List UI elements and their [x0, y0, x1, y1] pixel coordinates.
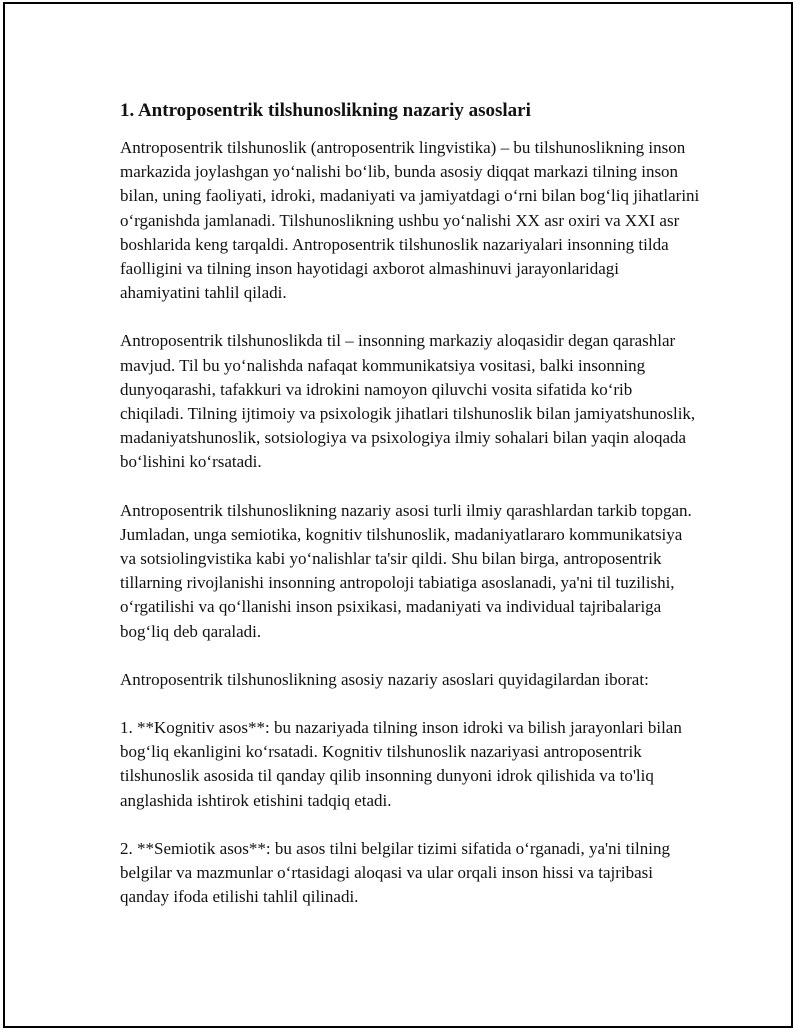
- paragraph-intro: Antroposentrik tilshunoslik (antroposentrik lingvistika) – bu tilshunoslikning inson markazida joylashgan yo‘nalishi bo‘lib, bunda asosiy diqqat markazi tilning inson bilan, uning faoliyati, idroki, madaniyati va jamiyatdagi o‘rni bilan bog‘liq jihatlarini o‘rganishda jamlanadi. Tilshunoslikning ushbu yo‘nalishi XX asr oxiri va XXI asr boshlarida keng tarqaldi. Antroposentrik tilshunoslik nazariyalari insonning tilda faolligini va tilning inson hayotidagi axborot almashinuvi jarayonlaridagi ahamiyatini tahlil qiladi.: [120, 138, 700, 303]
- paragraph-theoretical-basis: Antroposentrik tilshunoslikning nazariy asosi turli ilmiy qarashlardan tarkib topgan. Jumladan, unga semiotika, kognitiv tilshunoslik, madaniyatlararo kommunikatsiya va sotsiolingvistika kabi yo‘nalishlar ta'sir qildi. Shu bilan birga, antroposentrik tillarning rivojlanishi insonning antropoloji tabiatiga asoslanadi, ya'ni til tuzilishi, o‘rgatilishi va qo‘llanishi inson psixikasi, madaniyati va individual tajribalariga bog‘liq deb qaraladi.: [120, 500, 692, 641]
- section-heading: 1. Antroposentrik tilshunoslikning nazariy asoslari: [120, 100, 531, 121]
- document-page: [3, 2, 793, 1028]
- list-item-cognitive: 1. **Kognitiv asos**: bu nazariyada tilning inson idroki va bilish jarayonlari bilan bog‘liq ekanligini ko‘rsatadi. Kognitiv tilshunoslik nazariyasi antroposentrik tilshunoslik asosida til qanday qilib insonning dunyoni idrok qilishida va to'liq anglashida ishtirok etishini tadqiq etadi.: [120, 718, 682, 810]
- paragraph-list-intro: Antroposentrik tilshunoslikning asosiy nazariy asoslari quyidagilardan iborat:: [120, 669, 649, 689]
- paragraph-language-role: Antroposentrik tilshunoslikda til – insonning markaziy aloqasidir degan qarashlar mavjud. Til bu yo‘nalishda nafaqat kommunikatsiya vositasi, balki insonning dunyoqarashi, tafakkuri va idrokini namoyon qiluvchi vosita sifatida ko‘rib chiqiladi. Tilning ijtimoiy va psixologik jihatlari tilshunoslik bilan jamiyatshunoslik, madaniyatshunoslik, sotsiologiya va psixologiya ilmiy sohalari bilan yaqin aloqada bo‘lishini ko‘rsatadi.: [120, 331, 696, 472]
- document-body: [120, 96, 700, 933]
- list-item-semiotic: 2. **Semiotik asos**: bu asos tilni belgilar tizimi sifatida o‘rganadi, ya'ni tilning belgilar va mazmunlar o‘rtasidagi aloqasi va ular orqali inson hissi va tajribasi qanday ifoda etilishi tahlil qilinadi.: [120, 838, 670, 907]
